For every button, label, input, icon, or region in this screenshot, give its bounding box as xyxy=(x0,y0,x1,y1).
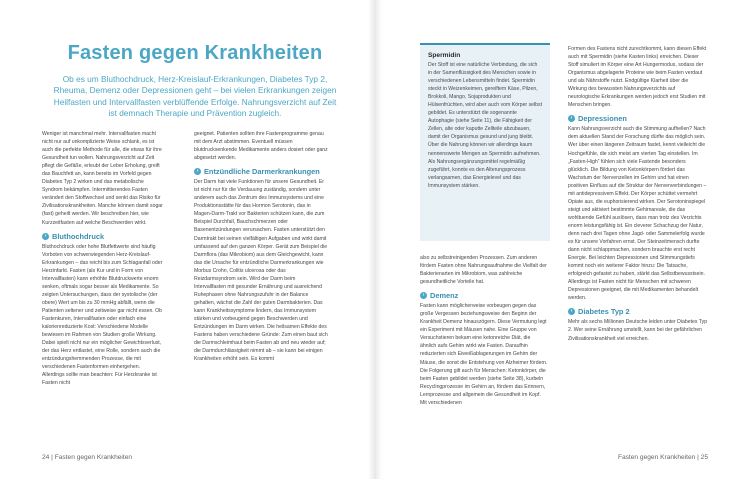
page-number-right: Fasten gegen Krankheiten | 25 xyxy=(617,454,708,461)
circled-arrow-icon: › xyxy=(420,292,427,299)
body-paragraph: geeignet. Patienten sollten ihre Fastenprogramme genau mit dem Arzt abstimmen. Eventuell müssen blutdrucksenkende Medikamente anders dosiert oder ganz abgesetzt werden. xyxy=(194,131,328,162)
subheading-diabetes xyxy=(568,307,708,316)
body-paragraph: Bluthochdruck oder hohe Blutfettwerte sind häufig Vorboten von schwerwiegenden Herz-Kreislauf-Erkrankungen – das reicht bis zum Schlaganfall oder Herzinfarkt. Fasten (als Kur und in Form von Intervallfasten) kann erhöhte Blutdruckwerte enorm senken, oftmals sogar besser als Medikamente. So zeigten Untersuchungen, dass der systolische (der obere) Wert um bis zu 30 mmHg abfällt, wenn die Patienten seltener und zeitweise gar nicht essen. Ob Fastenkuren, Intervallfasten oder einfach eine kalorienreduzierte Kost: Verschiedene Modelle bewiesen im Rahmen von Studien große Wirkung. Dabei spielt nicht nur ein möglicher Gewichtsverlust, der das Herz entlastet, eine Rolle, sondern auch die entzündungshemmenden Prozesse, die mit verschiedenen Fastenformen einhergehen. Allerdings sollte man beachten: Für Herzkranke ist Fasten nicht xyxy=(42,243,163,387)
circled-arrow-icon: › xyxy=(568,308,575,315)
text-column-2 xyxy=(194,130,328,363)
subheading-bluthochdruck xyxy=(42,232,163,241)
body-paragraph: Formen des Fastens nicht zurechtkommt, kann diesen Effekt auch mit Spermidin (siehe Kasten links) erreichen. Dieser Stoff simuliert im Körper eine Art Hungermodus, sodass der Organismus abgelagerte Proteine wie beim Fasten verdaut und als Nährstoffe nutzt. Endgültige Klarheit über die Wirkung des bewussten Nahrungsverzichts auf neurologische Erkrankungen werden jedoch erst Studien mit Menschen bringen. xyxy=(568,46,707,109)
text-column-3 xyxy=(420,254,548,407)
body-paragraph: also zu selbstreinigenden Prozessen. Zum anderen fördern Fasten ohne Nahrungsaufnahme die Vielfalt der Bakterienarten im Mikrobiom, was zahlreiche gesundheitliche Vorteile hat. xyxy=(420,255,547,286)
text-column-4 xyxy=(568,45,708,343)
subheading-label: Demenz xyxy=(430,291,459,301)
subheading-label: Diabetes Typ 2 xyxy=(578,307,630,317)
circled-arrow-icon: › xyxy=(42,233,49,240)
page-number-left: 24 | Fasten gegen Krankheiten xyxy=(42,454,133,461)
info-box-spermidin xyxy=(420,43,550,241)
body-paragraph: Kann Nahrungsverzicht auch die Stimmung aufhellen? Nach dem aktuellen Stand der Forschung dürfte das möglich sein. Wer über einen längeren Zeitraum fastet, kennt vielleicht die Hochgefühle, die sich meist am vierten Tag einstellen. Im „Fasten-High“ fühlen sich viele Fastende besonders glücklich. Die Bildung von Ketonkörpern fördert das Wachstum der Nervenzellen im Gehirn und hat einen positiven Einfluss auf die Struktur der Nervenverbindungen – mit antidepressivem Effekt. Der Körper schüttet vermehrt Opiate aus, die euphorisierend wirken. Der Serotoninspiegel steigt und aktiviert bestimmte Gehirnareale, die das wohltuende Gefühl auslösen, dass man trotz des Verzichts enorm leistungsfähig ist. Ein cleverer Schachzug der Natur, denn nach drei Tagen ohne Jagd- oder Sammelerfolg wurde es für unsere Vorfahren ernst. Der Steinzeitmensch durfte dann nicht schlappmachen, sondern brauchte erst recht Energie. Bei leichten Depressionen und Stimmungstiefs kommt noch ein weiterer Faktor hinzu: Die Tatsache, erfolgreich gefastet zu haben, stärkt das Selbstbewusstsein. Allerdings ist Fasten nicht für Menschen mit schweren Depressionen geeignet, die mit Medikamenten behandelt werden. xyxy=(568,126,707,302)
subheading-darmerkrankungen xyxy=(194,167,328,176)
body-paragraph: Mehr als sechs Millionen Deutsche leiden unter Diabetes Typ 2. Wer seine Ernährung umstellt, kann bei der gefährlichen Zivilisationskrankheit viel erreichen. xyxy=(568,319,708,342)
page-title: Fasten gegen Krankheiten xyxy=(67,42,323,64)
text-column-1 xyxy=(42,130,163,387)
book-gutter xyxy=(368,0,382,479)
info-box-paragraph: Der Stoff ist eine natürliche Verbindung, die sich in der Samenflüssigkeit des Menschen sowie in verschiedenen Lebensmitteln findet. Spermidin steckt in Weizenkeimen, gereiftem Käse, Pilzen, Brokkoli, Mango, Sojaprodukten und Hülsenfrüchten, wird aber auch vom Körper selbst gebildet. Es unterstützt die sogenannte Autophagie (siehe Seite 11), die Fähigkeit der Zellen, alte oder kaputte Zellteile abzubauen, damit der Organismus gesund und jung bleibt. Über die Nahrung können wir allerdings kaum nennenswerte Mengen an Spermidin aufnehmen. Als Nahrungsergänzungsmittel regelmäßig zugeführt, konnte es den Alterungsprozess verlangsamen, das Energielevel und das Immunsystem stärken. xyxy=(428,62,543,189)
info-box-text xyxy=(428,61,542,190)
subheading-label: Entzündliche Darmerkrankungen xyxy=(204,167,320,177)
subheading-depressionen xyxy=(568,114,708,123)
lead-paragraph: Ob es um Bluthochdruck, Herz-Kreislauf-Erkrankungen, Diabetes Typ 2, Rheuma, Demenz oder Depressionen geht – bei vielen Erkrankungen zeigen Heilfasten und Intervallfasten verblüffende Erfolge. Nahrungsverzicht auf Zeit ist demnach Therapie und Prävention zugleich. xyxy=(53,74,337,119)
body-paragraph: Fasten kann möglicherweise vorbeugen gegen das große Vergessen beziehungsweise den Beginn der Krankheit Demenz hinauszögern. Diese Vermutung legt ein Experiment mit Mäusen nahe. Eine Gruppe von Versuchstieren bekam eine ketonreiche Diät, die ähnlich aufs Gehirn wirkt wie Fasten. Daraufhin reduzierten sich Eiweißablagerungen im Gehirn der Mäuse, die sonst die Entstehung von Alzheimer fördern. Die Folgerung gilt auch für Menschen: Ketonkörper, die beim Fasten gebildet werden (siehe Seite 38), kurbeln Recyclingprozesse im Gehirn an, fördern das Erinnern, Lernprozesse und allgemein die Gesundheit im Kopf. Mit verschiedenen xyxy=(420,303,548,406)
info-box-title: Spermidin xyxy=(428,52,461,59)
subheading-demenz xyxy=(420,291,548,300)
circled-arrow-icon: › xyxy=(194,168,201,175)
body-paragraph: Der Darm hat viele Funktionen für unsere Gesundheit. Er ist nicht nur für die Verdauung zuständig, sondern unter anderem auch das Zentrum des Immunsystems und eine Produktionsstätte für das Hormon Serotonin, das in Magen-Darm-Trakt vor Bakterien schützen kann, die zum Beispiel Durchfall, Bauchschmerzen oder Basenentzündungen verursachen. Fasten unterstützt den Darmtrakt bei seinen vielfältigen Aufgaben und wirkt damit umfassend auf den ganzen Körper. Gerät zum Beispiel die Darmflora (das Mikrobiom) aus dem Gleichgewicht, kann das die Ursache für entzündliche Darmerkrankungen wie Morbus Crohn, Colitis ulcerosa oder das Reizdarmsyndrom sein. Wird der Darm beim Intervallfasten mit gesunder Ernährung und ausreichend Ruhephasen ohne Nahrungszufuhr in der Balance gehalten, wächst die Zahl der guten Darmbakterien. Das kann Krankheitssymptome lindern, das Immunsystem stärken und vorbeugend gegen Beschwerden und Entzündungen im Darm wirken. Die heilsamen Effekte des Fastens haben verschiedene Gründe: Zum einen baut sich die Darmschleimhaut beim Fasten ab und neu wieder auf; die Darmdurchlässigkeit nimmt ab – sie kann bei einigen Krankheiten erhöht sein. Es kommt xyxy=(194,179,328,363)
subheading-label: Depressionen xyxy=(578,114,627,124)
subheading-label: Bluthochdruck xyxy=(52,231,105,241)
circled-arrow-icon: › xyxy=(568,115,575,122)
intro-paragraph: Weniger ist manchmal mehr. Intervallfasten macht nicht nur auf unkomplizierte Weise schlank, es ist auch die perfekte Methode für alle, die etwas für ihre Gesundheit tun wollen. Nahrungsverzicht auf Zeit pflegt die Gefäße, erleubt der Leber Erholung, greift das Bauchfett an, kann bereits im Vorfeld gegen Diabetes Typ 2 wirken und das metabolische Syndrom bekämpfen. Intermittierendes Fasten verändert den Stoffwechsel und senkt das Risiko für Zivilisationskrankheiten. Manche können damit sogar (fast) geheilt werden. Wir beschreiben hier, wie Kurzzeitfasten auf welche Beschwerden wirkt. xyxy=(42,131,163,226)
